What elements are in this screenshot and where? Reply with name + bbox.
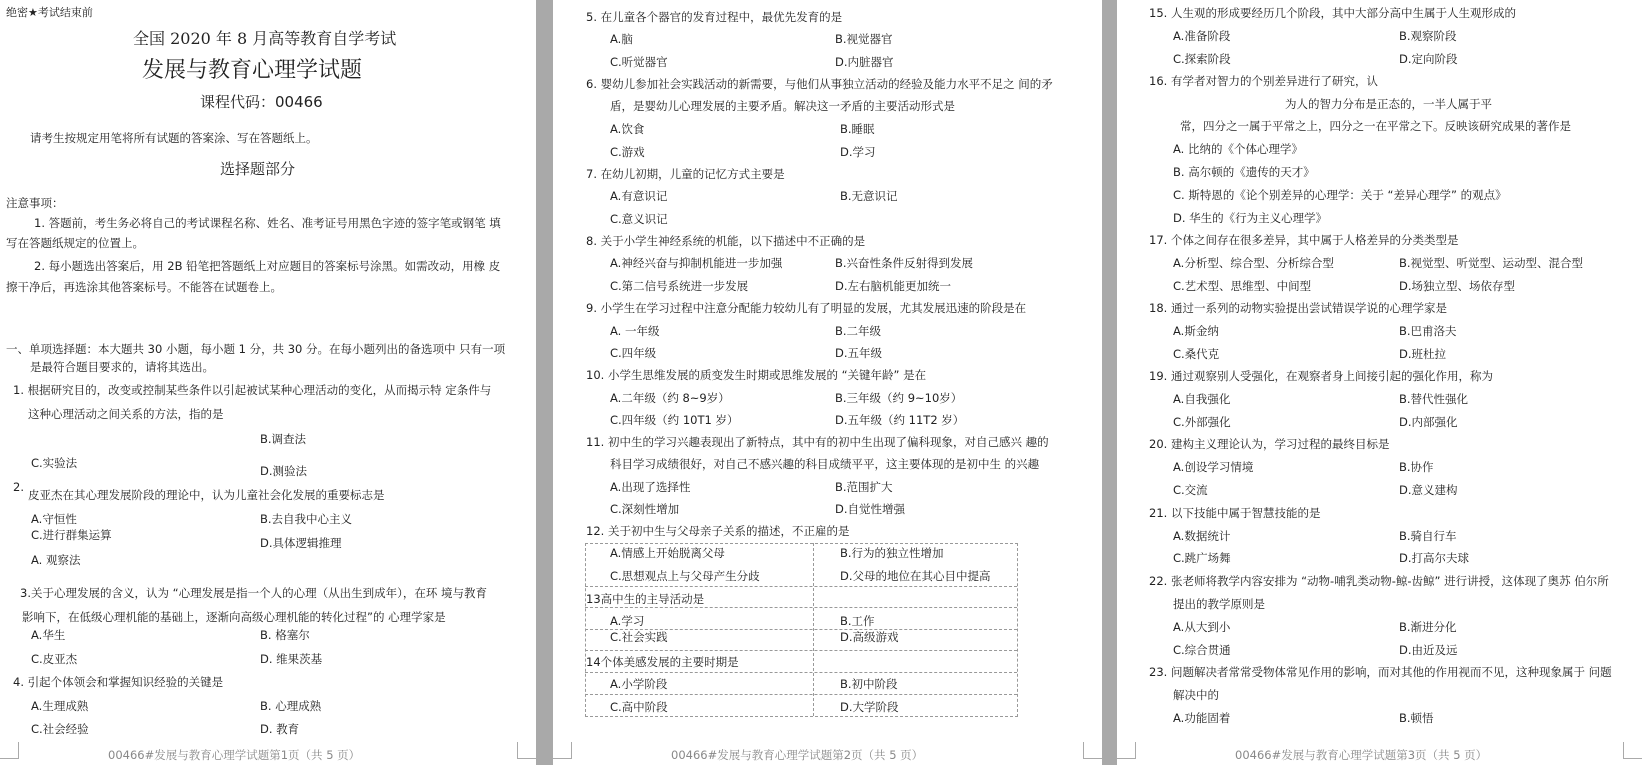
q15-option-b: B.观察阶段 [1399,29,1457,43]
q4-stem: 4. 引起个体领会和掌握知识经验的关键是 [13,675,224,689]
page-footer: 00466#发展与教育心理学试题第1页（共 5 页） [108,748,361,762]
q15-option-c: C.探索阶段 [1173,52,1231,66]
q5-option-c: C.听觉器官 [610,55,668,69]
q7-option-a: A.有意识记 [610,189,668,203]
q11-option-b: B.范围扩大 [835,480,893,494]
q19-option-d: D.内部强化 [1399,415,1458,429]
q20-option-b: B.协作 [1399,460,1434,474]
q13-option-b: B.工作 [840,614,875,628]
note-1-line-1: 1. 答题前，考生务必将自己的考试课程名称、姓名、准考证号用黑色字迹的签字笔或钢笔 填 [34,216,501,230]
exam-title: 全国 2020 年 8 月高等教育自学考试 [133,29,397,48]
q13-option-a: A.学习 [610,614,645,628]
q2-number: 2. [13,480,24,494]
q11-stem-line-2: 科目学习成绩很好，对自己不感兴趣的科目成绩平平，这主要体现的是初中生 的兴趣 [610,457,1040,471]
q7-stem: 7. 在幼儿初期，儿童的记忆方式主要是 [586,167,785,181]
q14-stem: 14个体美感发展的主要时期是 [586,655,739,669]
notes-heading: 注意事项： [6,196,64,210]
q12-option-b: B.行为的独立性增加 [840,546,944,560]
q9-option-a: A. 一年级 [610,324,660,338]
q11-option-c: C.深刻性增加 [610,502,680,516]
q4-option-a: A.生理成熟 [31,699,89,713]
q2-option-d: D.具体逻辑推理 [260,536,342,550]
q11-option-d: D.自觉性增强 [835,502,906,516]
q5-option-b: B.视觉器官 [835,32,893,46]
note-2-line-2: 擦干净后，再选涂其他答案标号。不能答在试题卷上。 [6,280,282,294]
q18-option-c: C.桑代克 [1173,347,1220,361]
q17-option-b: B.视觉型、听觉型、运动型、混合型 [1399,256,1584,270]
q8-option-c: C.第二信号系统进一步发展 [610,279,749,293]
q22-stem-line-2: 提出的教学原则是 [1173,597,1265,611]
q21-option-b: B.骑自行车 [1399,529,1457,543]
q23-option-b: B.顿悟 [1399,711,1434,725]
q10-option-c: C.四年级（约 10T1 岁） [610,413,739,427]
q2-extra-option: A. 观察法 [31,553,81,567]
q8-option-d: D.左右脑机能更加统一 [835,279,952,293]
q13-stem: 13高中生的主导活动是 [586,592,705,606]
q21-option-a: A.数据统计 [1173,529,1231,543]
q18-option-d: D.班杜拉 [1399,347,1447,361]
q15-stem: 15. 人生观的形成要经历几个阶段，其中大部分高中生属于人生观形成的 [1149,6,1516,20]
q17-stem: 17. 个体之间存在很多差异，其中属于人格差异的分类类型是 [1149,233,1459,247]
q12-option-d: D.父母的地位在其心目中提高 [840,569,991,583]
q6-option-b: B.睡眠 [840,122,875,136]
q4-option-c: C.社会经验 [31,722,89,736]
q8-option-b: B.兴奋性条件反射得到发展 [835,256,974,270]
q1-option-d: D.测验法 [260,464,308,478]
crop-mark [553,742,572,759]
q6-stem-line-1: 6. 婴幼儿参加社会实践活动的新需要，与他们从事独立活动的经验及能力水平不足之 间的矛 [586,77,1053,91]
table-divider [585,586,1017,587]
section-title: 选择题部分 [220,160,296,178]
main-title: 发展与教育心理学试题 [142,58,363,83]
note-2-line-1: 2. 每小题选出答案后，用 2B 铅笔把答题纸上对应题目的答案标号涂黑。如需改动，用橡 皮 [34,259,501,273]
q13-option-d: D.高级游戏 [840,630,899,644]
q10-option-d: D.五年级（约 11T2 岁） [835,413,965,427]
q10-option-a: A.二年级（约 8~9岁） [610,391,730,405]
q1-stem-line-1: 1. 根据研究目的，改变或控制某些条件以引起被试某种心理活动的变化，从而揭示特 定条件与 [13,383,492,397]
q2-option-c: C.进行群集运算 [31,528,112,542]
q6-option-a: A.饮食 [610,122,645,136]
q22-option-c: C.综合贯通 [1173,643,1231,657]
q9-stem: 9. 小学生在学习过程中注意分配能力较幼儿有了明显的发展，尤其发展迅速的阶段是在 [586,301,1027,315]
table-divider [585,694,1017,695]
q19-option-b: B.替代性强化 [1399,392,1469,406]
q20-option-d: D.意义建构 [1399,483,1458,497]
q10-stem: 10. 小学生思维发展的质变发生时期或思维发展的 “关键年龄” 是在 [586,368,927,382]
part-1-heading-line-2: 是最符合题目要求的，请将其选出。 [30,360,214,374]
q3-option-b: B. 格塞尔 [260,628,310,642]
q5-option-d: D.内脏器官 [835,55,894,69]
q2-stem: 皮亚杰在其心理发展阶段的理论中，认为儿童社会化发展的重要标志是 [28,488,385,502]
part-1-heading-line-1: 一、单项选择题：本大题共 30 小题，每小题 1 分，共 30 分。在每小题列出的备选项中 只有一项 [6,342,506,356]
q14-option-b: B.初中阶段 [840,677,898,691]
q19-option-a: A.自我强化 [1173,392,1231,406]
q19-option-c: C.外部强化 [1173,415,1231,429]
q1-stem-line-2: 这种心理活动之间关系的方法，指的是 [28,407,224,421]
q20-option-a: A.创设学习情境 [1173,460,1254,474]
q20-stem: 20. 建构主义理论认为，学习过程的最终目标是 [1149,437,1390,451]
q21-option-c: C.跳广场舞 [1173,551,1231,565]
q12-stem: 12. 关于初中生与父母亲子关系的描述，不正雇的是 [586,524,850,538]
crop-mark [0,742,19,759]
q3-option-a: A.华生 [31,628,66,642]
q4-option-d: D. 教育 [260,722,300,736]
q16-stem-line-1: 16. 有学者对智力的个别差异进行了研究，认 [1149,74,1378,88]
table-divider [585,650,1017,651]
q7-option-c: C.意义识记 [610,212,668,226]
table-divider [585,672,1017,673]
crop-mark [517,742,536,759]
q3-option-c: C.皮亚杰 [31,652,78,666]
q10-option-b: B.三年级（约 9~10岁） [835,391,963,405]
q16-option-a: A. 比纳的《个体心理学》 [1173,142,1303,156]
q19-stem: 19. 通过观察别人受强化，在观察者身上间接引起的强化作用，称为 [1149,369,1493,383]
q5-stem: 5. 在儿童各个器官的发育过程中，最优先发育的是 [586,10,843,24]
note-1-line-2: 写在答题纸规定的位置上。 [6,236,144,250]
q14-option-d: D.大学阶段 [840,700,899,714]
q16-option-b: B. 高尔顿的《遗传的天才》 [1173,165,1315,179]
q17-option-d: D.场独立型、场依存型 [1399,279,1516,293]
q22-stem-line-1: 22. 张老师将教学内容安排为 “动物-哺乳类动物-鲸-齿鲸” 进行讲授，这体现了奥苏 伯尔所 [1149,574,1609,588]
q5-option-a: A.脑 [610,32,633,46]
q6-option-c: C.游戏 [610,145,645,159]
q18-stem: 18. 通过一系列的动物实验提出尝试错误学说的心理学家是 [1149,301,1447,315]
instruction-text: 请考生按规定用笔将所有试题的答案涂、写在答题纸上。 [30,131,318,145]
q17-option-c: C.艺术型、思维型、中间型 [1173,279,1312,293]
page-footer: 00466#发展与教育心理学试题第2页（共 5 页） [671,748,924,762]
q11-option-a: A.出现了选择性 [610,480,691,494]
q16-stem-line-2: 为人的智力分布是正态的，一半人属于平 [1285,97,1492,111]
secret-label: 绝密★考试结束前 [6,6,93,19]
q22-option-b: B.渐进分化 [1399,620,1457,634]
q15-option-d: D.定向阶段 [1399,52,1458,66]
q2-option-b: B.去自我中心主义 [260,512,353,526]
q4-option-b: B. 心理成熟 [260,699,322,713]
q9-option-b: B.二年级 [835,324,882,338]
q8-option-a: A.神经兴奋与抑制机能进一步加强 [610,256,783,270]
q1-option-c: C.实验法 [31,456,78,470]
q6-option-d: D.学习 [840,145,876,159]
q23-option-a: A.功能固着 [1173,711,1231,725]
crop-mark [1117,742,1136,759]
q20-option-c: C.交流 [1173,483,1208,497]
q22-option-a: A.从大到小 [1173,620,1231,634]
q17-option-a: A.分析型、综合型、分析综合型 [1173,256,1334,270]
q21-stem: 21. 以下技能中属于智慧技能的是 [1149,506,1321,520]
q23-stem-line-1: 23. 问题解决者常常受物体常见作用的影响，而对其他的作用视而不见，这种现象属于 问题 [1149,665,1612,679]
q13-option-c: C.社会实践 [610,630,668,644]
page-footer: 00466#发展与教育心理学试题第3页（共 5 页） [1235,748,1488,762]
course-code: 课程代码：00466 [200,93,323,111]
q22-option-d: D.由近及远 [1399,643,1458,657]
q3-option-d: D. 维果茨基 [260,652,323,666]
crop-mark [1083,742,1102,759]
q16-option-d: D. 华生的《行为主义心理学》 [1173,211,1328,225]
q8-stem: 8. 关于小学生神经系统的机能，以下描述中不正确的是 [586,234,866,248]
q2-option-a: A.守恒性 [31,512,77,526]
crop-mark [1623,742,1642,759]
document-page-2 [553,0,1102,765]
q3-stem-line-1: 3.关于心理发展的含义，认为 “心理发展是指一个人的心理（从出生到成年），在环 境与教育 [20,586,487,600]
q21-option-d: D.打高尔夫球 [1399,551,1470,565]
q14-option-a: A.小学阶段 [610,677,668,691]
table-divider [585,607,1017,608]
document-page-3 [1117,0,1642,765]
q16-option-c: C. 斯特恩的《论个别差异的心理学：关于 “差异心理学” 的观点》 [1173,188,1507,202]
q11-stem-line-1: 11. 初中生的学习兴趣表现出了新特点，其中有的初中生出现了偏科现象，对自己感兴 趣的 [586,435,1049,449]
q7-option-b: B.无意识记 [840,189,898,203]
q12-option-c: C.思想观点上与父母产生分歧 [610,569,760,583]
q14-option-c: C.高中阶段 [610,700,668,714]
q16-stem-line-3: 常，四分之一属于平常之上，四分之一在平常之下。反映该研究成果的著作是 [1180,119,1571,133]
q9-option-c: C.四年级 [610,346,657,360]
q1-option-b: B.调查法 [260,432,307,446]
q6-stem-line-2: 盾，是婴幼儿心理发展的主要矛盾。解决这一矛盾的主要活动形式是 [610,99,955,113]
q12-option-a: A.情感上开始脱离父母 [610,546,725,560]
q9-option-d: D.五年级 [835,346,883,360]
q18-option-a: A.斯金纳 [1173,324,1219,338]
q18-option-b: B.巴甫洛夫 [1399,324,1457,338]
q15-option-a: A.准备阶段 [1173,29,1231,43]
document-page-1 [0,0,536,765]
q3-stem-line-2: 影响下，在低级心理机能的基础上，逐渐向高级心理机能的转化过程”的 心理学家是 [22,610,446,624]
q23-stem-line-2: 解决中的 [1173,688,1219,702]
